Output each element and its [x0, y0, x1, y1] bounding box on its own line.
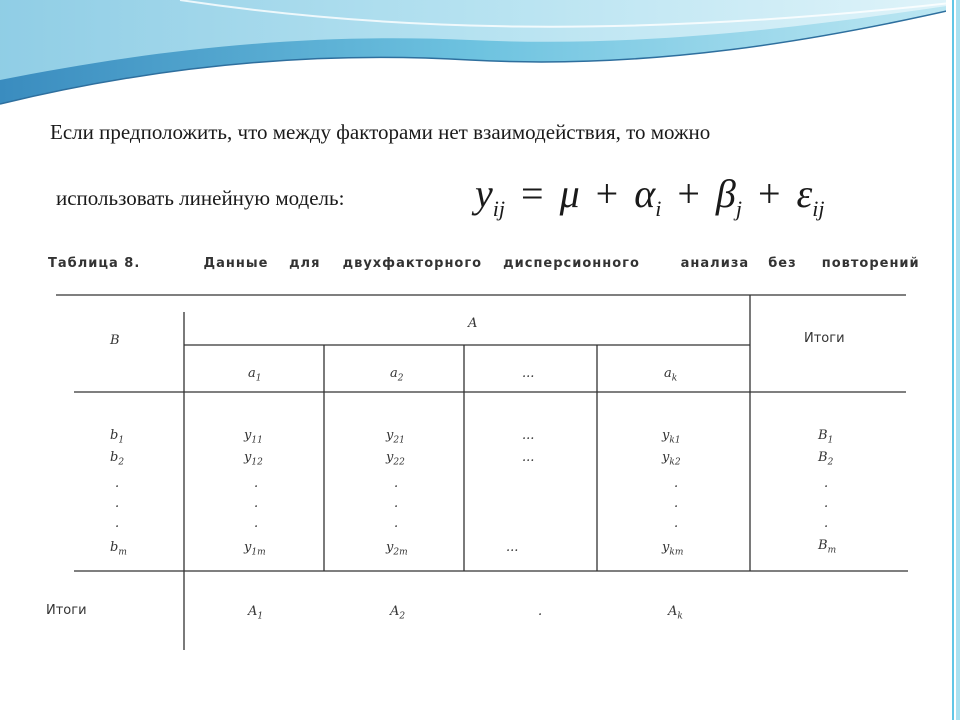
- table-text: 1: [827, 435, 834, 446]
- cell-B2: [818, 450, 833, 468]
- table-text: ...: [522, 366, 535, 381]
- formula-plus-3: +: [757, 171, 781, 216]
- formula-epsilon: ε: [796, 171, 813, 216]
- table-text: 21: [393, 435, 405, 446]
- table-text: k2: [669, 457, 681, 468]
- table-text: y: [386, 450, 394, 465]
- cell-y2m: [386, 540, 408, 558]
- caption-word: без: [768, 256, 797, 271]
- table-text: a: [248, 366, 256, 381]
- table-text: km: [669, 547, 684, 558]
- table-text: y: [244, 540, 252, 555]
- cell-Bm: [818, 538, 836, 556]
- table-text: ...: [506, 540, 519, 555]
- cell-b2-ellipsis: [522, 450, 534, 465]
- table-text: y: [244, 450, 252, 465]
- table-text: k1: [669, 435, 681, 446]
- row-bm-label: [110, 540, 127, 558]
- table-grid-lines: [44, 250, 912, 660]
- cell-B1: [818, 428, 833, 446]
- formula-y: y: [475, 171, 493, 216]
- table-text: b: [110, 540, 119, 555]
- header-wave-decoration: [0, 0, 960, 120]
- intro-text-line-1: Если предположить, что между факторами нет взаимодействия, то можно: [50, 120, 711, 144]
- cell-A2: [390, 604, 405, 622]
- dot: .: [824, 476, 829, 491]
- table-text: 2: [399, 611, 406, 622]
- totals-row-label: Итоги: [46, 603, 87, 618]
- col-ak: [664, 366, 677, 384]
- cell-y12: [244, 450, 263, 468]
- dot: .: [824, 496, 829, 511]
- row-b1-label: [110, 428, 124, 446]
- dot: .: [254, 496, 259, 511]
- formula-epsilon-sub: ij: [812, 196, 825, 221]
- table-text: A: [248, 604, 258, 619]
- table-text: y: [386, 428, 394, 443]
- formula-mu: μ: [559, 171, 580, 216]
- table-text: m: [827, 545, 837, 556]
- col-ellipsis: [522, 366, 534, 381]
- cell-A1: [248, 604, 263, 622]
- table-text: 11: [251, 435, 263, 446]
- cell-b1-ellipsis: [522, 428, 534, 443]
- caption-word: Данные: [203, 256, 269, 271]
- caption-word: дисперсионного: [503, 256, 640, 271]
- cell-bm-ellipsis: [506, 540, 518, 555]
- cell-yk2: [662, 450, 681, 468]
- cell-y1m: [244, 540, 266, 558]
- dot: .: [115, 476, 120, 491]
- row-b2-label: [110, 450, 124, 468]
- table-text: y: [244, 428, 252, 443]
- table-text: b: [110, 428, 119, 443]
- table-text: y: [386, 540, 394, 555]
- table-text: ...: [522, 450, 535, 465]
- dot: .: [254, 516, 259, 531]
- dot: .: [394, 516, 399, 531]
- header-b: B: [110, 333, 120, 348]
- intro-text-line-2: использовать линейную модель:: [56, 186, 345, 210]
- table-text: 2: [118, 457, 125, 468]
- table-text: k: [671, 373, 678, 384]
- table-text: 12: [251, 457, 263, 468]
- dot: .: [674, 476, 679, 491]
- table-text: 22: [393, 457, 405, 468]
- cell-totals-dots: .: [538, 604, 543, 619]
- table-text: 2: [827, 457, 834, 468]
- formula-plus-2: +: [677, 171, 700, 216]
- table-text: 2: [397, 373, 404, 384]
- formula-alpha-sub: i: [655, 196, 662, 221]
- formula-beta-sub: j: [735, 196, 742, 221]
- table-text: m: [118, 547, 127, 558]
- col-a2: [390, 366, 404, 384]
- caption-word: повторений: [821, 256, 920, 271]
- dot: .: [254, 476, 259, 491]
- caption-word: для: [289, 256, 321, 271]
- cell-yk1: [662, 428, 681, 446]
- table-text: A: [390, 604, 400, 619]
- table-text: k: [677, 611, 683, 622]
- table-text: A: [668, 604, 678, 619]
- cell-y22: [386, 450, 405, 468]
- table-text: a: [664, 366, 672, 381]
- dot: .: [115, 516, 120, 531]
- table-text: y: [662, 540, 670, 555]
- table-text: 2m: [393, 547, 408, 558]
- table-text: 1m: [251, 547, 266, 558]
- table-text: ...: [522, 428, 535, 443]
- dot: .: [824, 516, 829, 531]
- header-a: A: [468, 316, 478, 331]
- table-text: b: [110, 450, 119, 465]
- dot: .: [394, 496, 399, 511]
- header-totals: Итоги: [804, 331, 845, 346]
- formula-plus-1: +: [595, 171, 619, 216]
- caption-word: двухфакторного: [342, 256, 483, 271]
- cell-y21: [386, 428, 405, 446]
- col-a1: [248, 366, 262, 384]
- dot: .: [115, 496, 120, 511]
- linear-model-formula: [475, 170, 825, 222]
- table-text: B: [818, 450, 828, 465]
- formula-beta: β: [715, 171, 736, 216]
- cell-ykm: [662, 540, 683, 558]
- table-text: B: [818, 428, 828, 443]
- table-text: 1: [118, 435, 125, 446]
- table-text: y: [662, 450, 670, 465]
- caption-word: анализа: [680, 256, 750, 271]
- formula-y-sub: ij: [492, 196, 505, 221]
- table-text: y: [662, 428, 670, 443]
- formula-alpha: α: [634, 171, 656, 216]
- formula-equals: =: [521, 171, 544, 216]
- cell-Ak: [668, 604, 683, 622]
- table-text: a: [390, 366, 398, 381]
- table-text: B: [818, 538, 828, 553]
- dot: .: [674, 496, 679, 511]
- right-edge-stripe: [946, 0, 960, 720]
- table-text: 1: [257, 611, 264, 622]
- cell-y11: [244, 428, 263, 446]
- dot: .: [674, 516, 679, 531]
- dot: .: [394, 476, 399, 491]
- caption-word: Таблица 8.: [48, 256, 141, 271]
- table-text: 1: [255, 373, 262, 384]
